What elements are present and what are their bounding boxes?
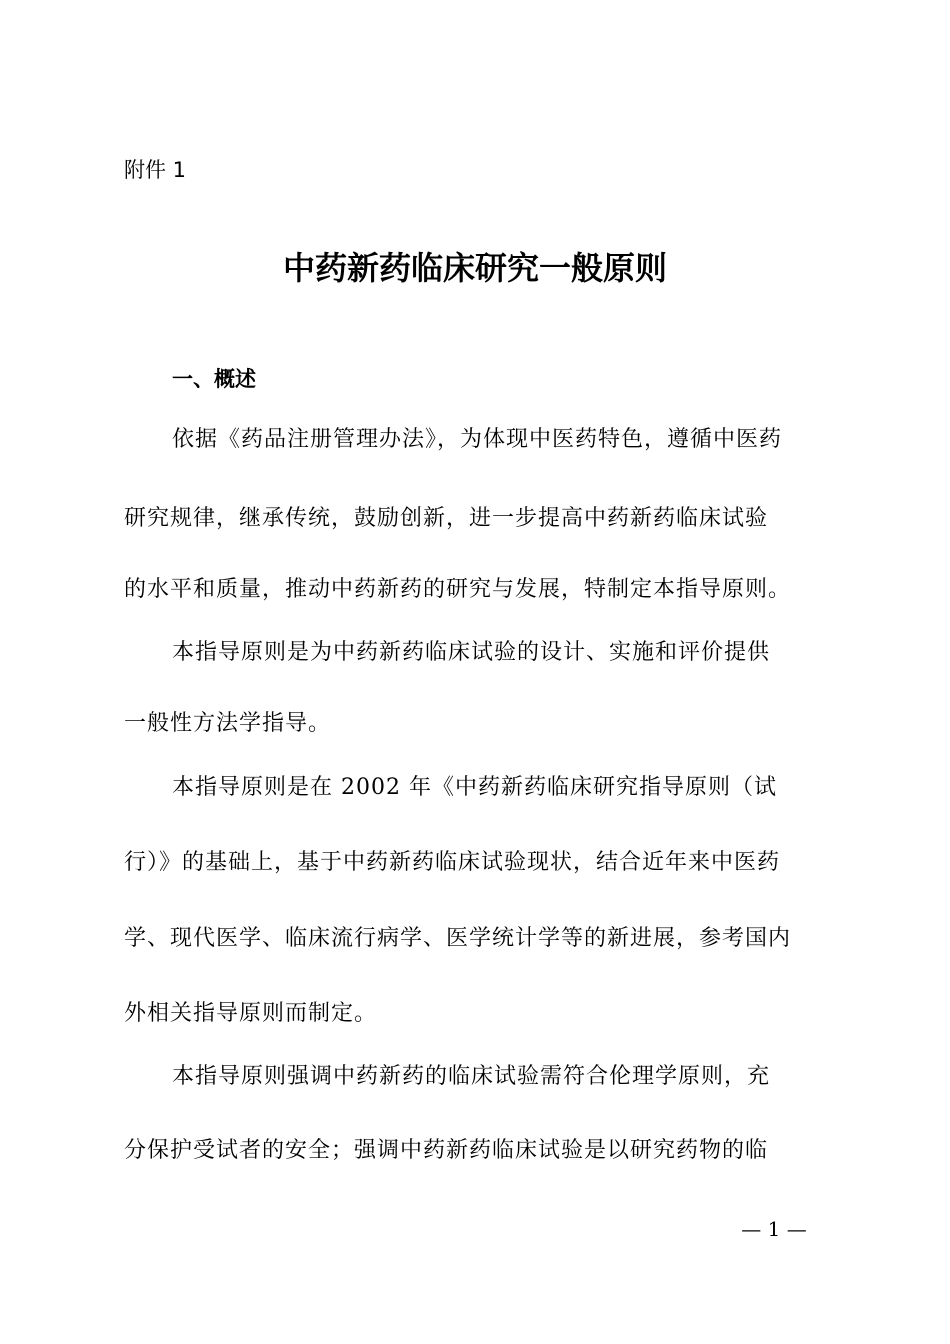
paragraph-line: 一般性方法学指导。 <box>124 711 332 736</box>
paragraph-line: 依据《药品注册管理办法》，为体现中医药特色，遵循中医药 <box>172 427 783 452</box>
paragraph-line: 学、现代医学、临床流行病学、医学统计学等的新进展，参考国内 <box>124 926 792 951</box>
paragraph-line: 分保护受试者的安全；强调中药新药临床试验是以研究药物的临 <box>124 1138 769 1163</box>
paragraph-line: 外相关指导原则而制定。 <box>124 1001 378 1026</box>
section-heading: 一、概述 <box>172 367 256 391</box>
document-title: 中药新药临床研究一般原则 <box>282 249 667 287</box>
paragraph-line: 本指导原则是为中药新药临床试验的设计、实施和评价提供 <box>172 640 771 665</box>
paragraph-line: 研究规律，继承传统，鼓励创新，进一步提高中药新药临床试验 <box>124 506 769 531</box>
paragraph-line: 本指导原则是在 2002 年《中药新药临床研究指导原则（试 <box>172 775 777 800</box>
paragraph-line: 行）》的基础上，基于中药新药临床试验现状，结合近年来中医药 <box>124 850 781 875</box>
attachment-label: 附件 1 <box>124 158 187 182</box>
paragraph-line: 本指导原则强调中药新药的临床试验需符合伦理学原则，充 <box>172 1064 771 1089</box>
paragraph-line: 的水平和质量，推动中药新药的研究与发展，特制定本指导原则。 <box>124 577 792 602</box>
page-number: — 1 — <box>741 1217 807 1241</box>
